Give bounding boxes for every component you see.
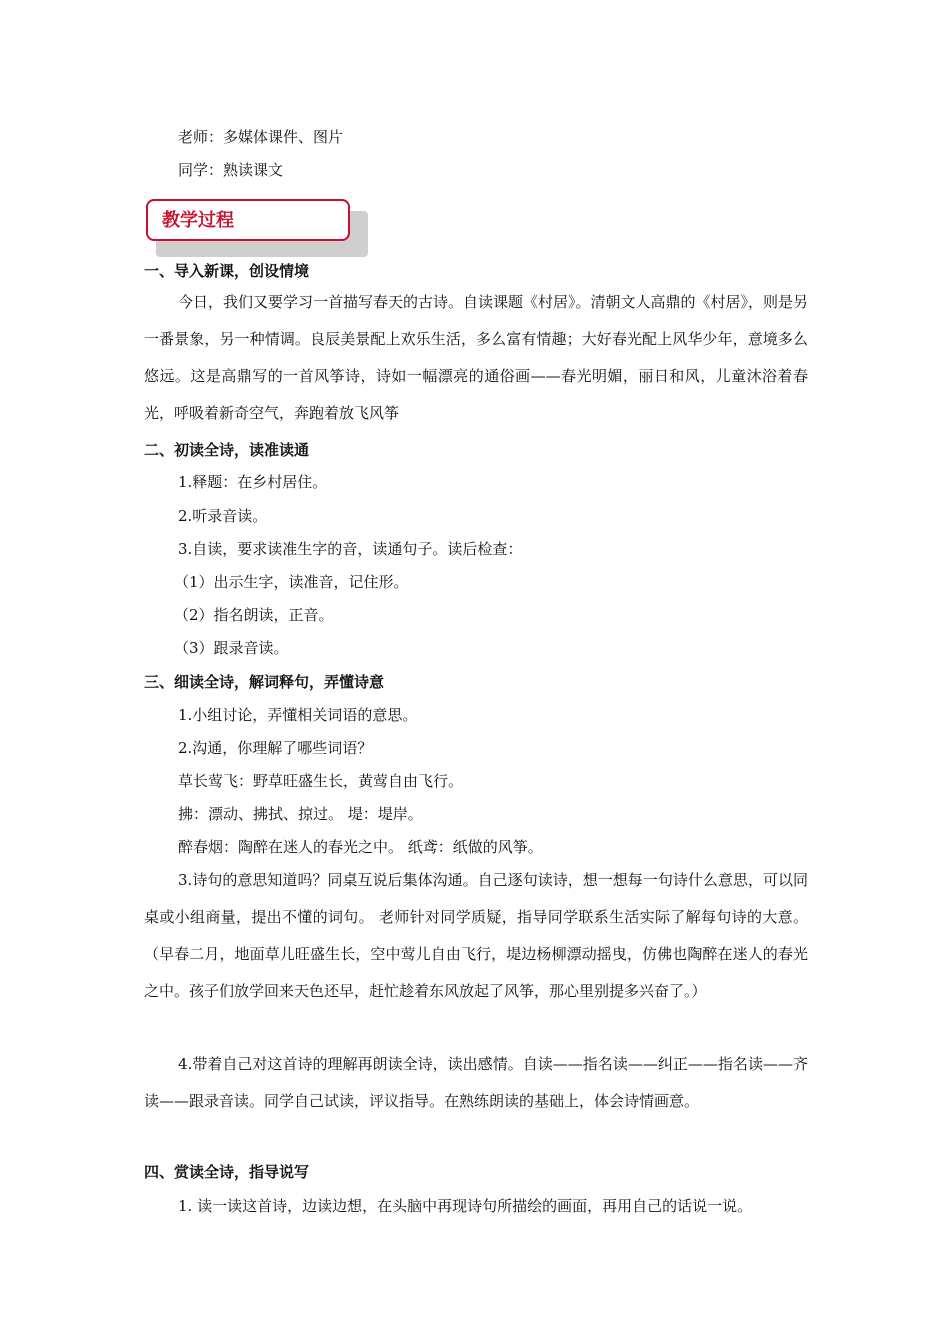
list-item: 醉春烟：陶醉在迷人的春光之中。 纸鸢：纸做的风筝。 — [178, 838, 543, 856]
section-banner — [146, 199, 368, 259]
list-item: （2）指名朗读，正音。 — [174, 606, 334, 624]
list-item: （3）跟录音读。 — [174, 639, 289, 657]
section-3-paragraph-3: 3.诗句的意思知道吗？同桌互说后集体沟通。自己逐句读诗，想一想每一句诗什么意思，可以同桌或小组商量，提出不懂的词句。 老师针对同学质疑，指导同学联系生活实际了解每句诗的大意。（早春二月，地面草儿旺盛生长，空中莺儿自由飞行，堤边杨柳漂动摇曳，仿佛也陶醉在迷人的春光之中。孩子们放学回来天色还早，赶忙趁着东风放起了风筝，那心里别提多兴奋了。） — [144, 871, 808, 1000]
section-3-heading: 三、细读全诗，解词释句，弄懂诗意 — [144, 673, 385, 691]
list-item: 1.释题：在乡村居住。 — [178, 473, 328, 491]
list-item: 拂：漂动、拂拭、掠过。 堤：堤岸。 — [178, 805, 423, 823]
list-item: 2.沟通，你理解了哪些词语？ — [178, 739, 373, 757]
list-item: 草长莺飞：野草旺盛生长，黄莺自由飞行。 — [178, 772, 464, 790]
section-3-paragraph-4: 4.带着自己对这首诗的理解再朗读全诗，读出感情。自读——指名读——纠正——指名读——齐读——跟录音读。同学自己试读，评议指导。在熟练朗读的基础上，体会诗情画意。 — [144, 1055, 808, 1110]
banner-title: 教学过程 — [162, 210, 234, 231]
list-item: 2.听录音读。 — [178, 507, 268, 525]
list-item: 1.小组讨论，弄懂相关词语的意思。 — [178, 706, 418, 724]
section-4-heading: 四、赏读全诗，指导说写 — [144, 1163, 310, 1181]
section-2-heading: 二、初读全诗，读准读通 — [144, 441, 310, 459]
banner-box — [146, 199, 350, 241]
section-1-paragraph: 今日，我们又要学习一首描写春天的古诗。自读课题《村居》。清朝文人高鼎的《村居》，则是另一番景象，另一种情调。良辰美景配上欢乐生活，多么富有情趣；大好春光配上风华少年，意境多么悠远。这是高鼎写的一首风筝诗，诗如一幅漂亮的通俗画——春光明媚，丽日和风，儿童沐浴着春光，呼吸着新奇空气，奔跑着放飞风筝 — [144, 293, 809, 422]
section-1-heading: 一、导入新课，创设情境 — [144, 262, 310, 280]
list-item: 3.自读，要求读准生字的音，读通句子。读后检查： — [178, 540, 523, 558]
prep-student: 同学：熟读课文 — [178, 161, 284, 179]
list-item: 1. 读一读这首诗，边读边想，在头脑中再现诗句所描绘的画面，再用自己的话说一说。 — [178, 1197, 753, 1215]
list-item: （1）出示生字，读准音，记住形。 — [174, 573, 409, 591]
prep-teacher: 老师：多媒体课件、图片 — [178, 128, 344, 146]
